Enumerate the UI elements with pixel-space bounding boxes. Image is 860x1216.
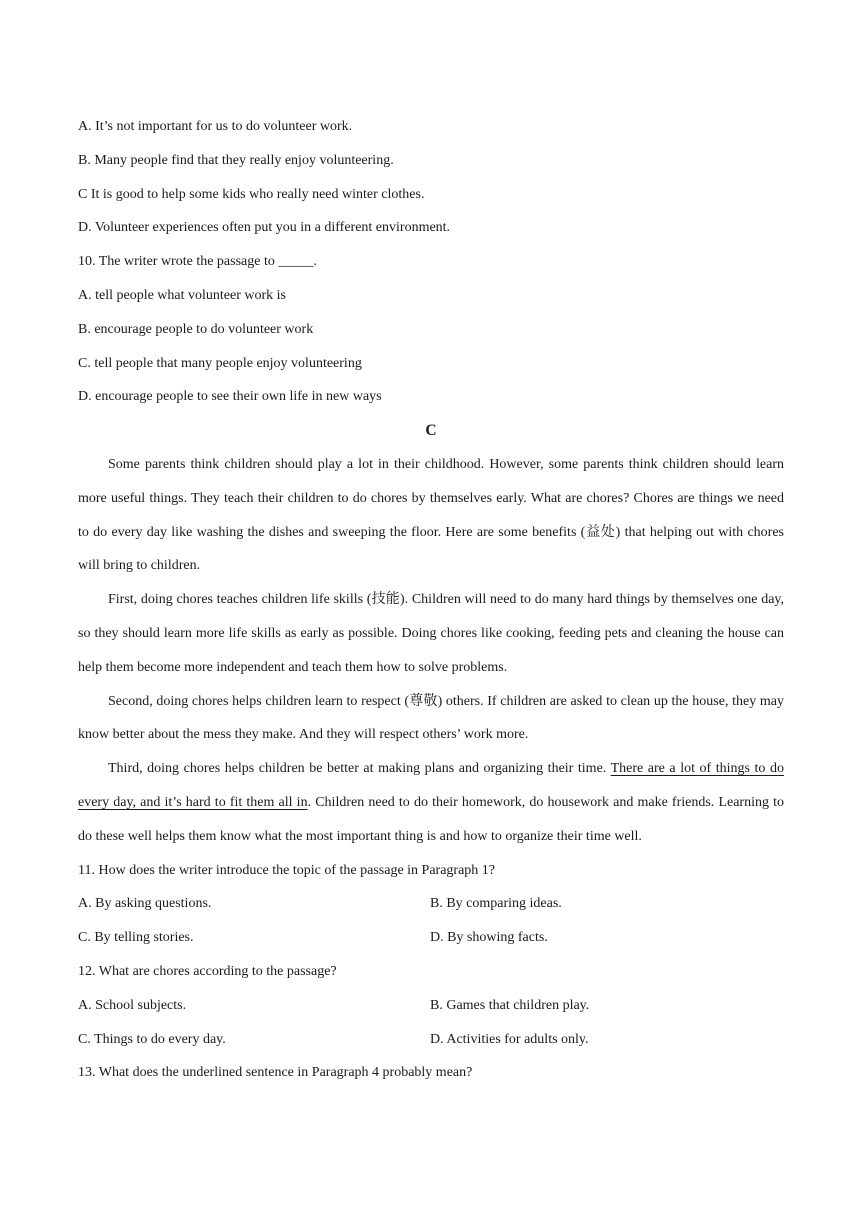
paragraph-4-start: Third, doing chores helps children be better at making plans and organizing their time. [108,761,611,777]
q11-option-b: B. By comparing ideas. [430,896,562,912]
q12-question: 12. What are chores according to the passage? [78,963,337,979]
q12-option-c: C. Things to do every day. [78,1031,226,1047]
q11-option-d: D. By showing facts. [430,930,548,946]
q9-option-c: C It is good to help some kids who really need winter clothes. [78,186,425,202]
q11-option-a: A. By asking questions. [78,896,212,912]
passage-paragraph-4 [78,752,784,853]
passage-paragraph-2: First, doing chores teaches children life skills (技能). Children will need to do many hard things by themselves one day, so they should learn more life skills as early as possible. Doing chores like cooking, feeding pets and cleaning the house can help them become more independent and teach them how to solve problems. [78,592,784,675]
q12-option-d: D. Activities for adults only. [430,1031,589,1047]
q12-options-row-2 [78,1023,784,1057]
paragraph-4-end: . Children need to do their homework, do housework and make friends. Learning to do these well helps them know what the most important thing is and how to organize their time well. [78,794,785,844]
q13-question: 13. What does the underlined sentence in Paragraph 4 probably mean? [78,1065,473,1081]
q9-option-a: A. It’s not important for us to do volunteer work. [78,119,353,134]
q10-option-c: C. tell people that many people enjoy volunteering [78,355,362,371]
q11-option-c: C. By telling stories. [78,930,194,946]
q10-option-b: B. encourage people to do volunteer work [78,321,314,337]
passage-paragraph-1: Some parents think children should play a lot in their childhood. However, some parents think children should learn more useful things. They teach their children to do chores by themselves early. What are chores? Chores are things we need to do every day like washing the dishes and sweeping the floor. Here are some benefits (益处) that helping out with chores will bring to children. [78,456,784,574]
q10-option-a: A. tell people what volunteer work is [78,287,287,303]
q12-option-b: B. Games that children play. [430,997,590,1013]
underlined-sentence: There are a lot of things to do every day, and it’s hard to fit them all in [78,761,784,810]
q9-option-b: B. Many people find that they really enjoy volunteering. [78,152,394,168]
passage-paragraph-3: Second, doing chores helps children learn to respect (尊敬) others. If children are asked to clean up the house, they may know better about the mess they make. And they will respect others’ work more. [78,693,784,743]
q12-options-row-1 [78,989,784,1023]
q11-question: 11. How does the writer introduce the topic of the passage in Paragraph 1? [78,862,496,878]
section-title: C [425,422,437,440]
q12-option-a: A. School subjects. [78,997,187,1013]
q10-question: 10. The writer wrote the passage to _____. [78,254,317,270]
q10-option-d: D. encourage people to see their own life in new ways [78,389,382,405]
q9-option-d: D. Volunteer experiences often put you in a different environment. [78,220,451,236]
q11-options-row-1 [78,887,784,921]
q11-options-row-2 [78,921,784,955]
